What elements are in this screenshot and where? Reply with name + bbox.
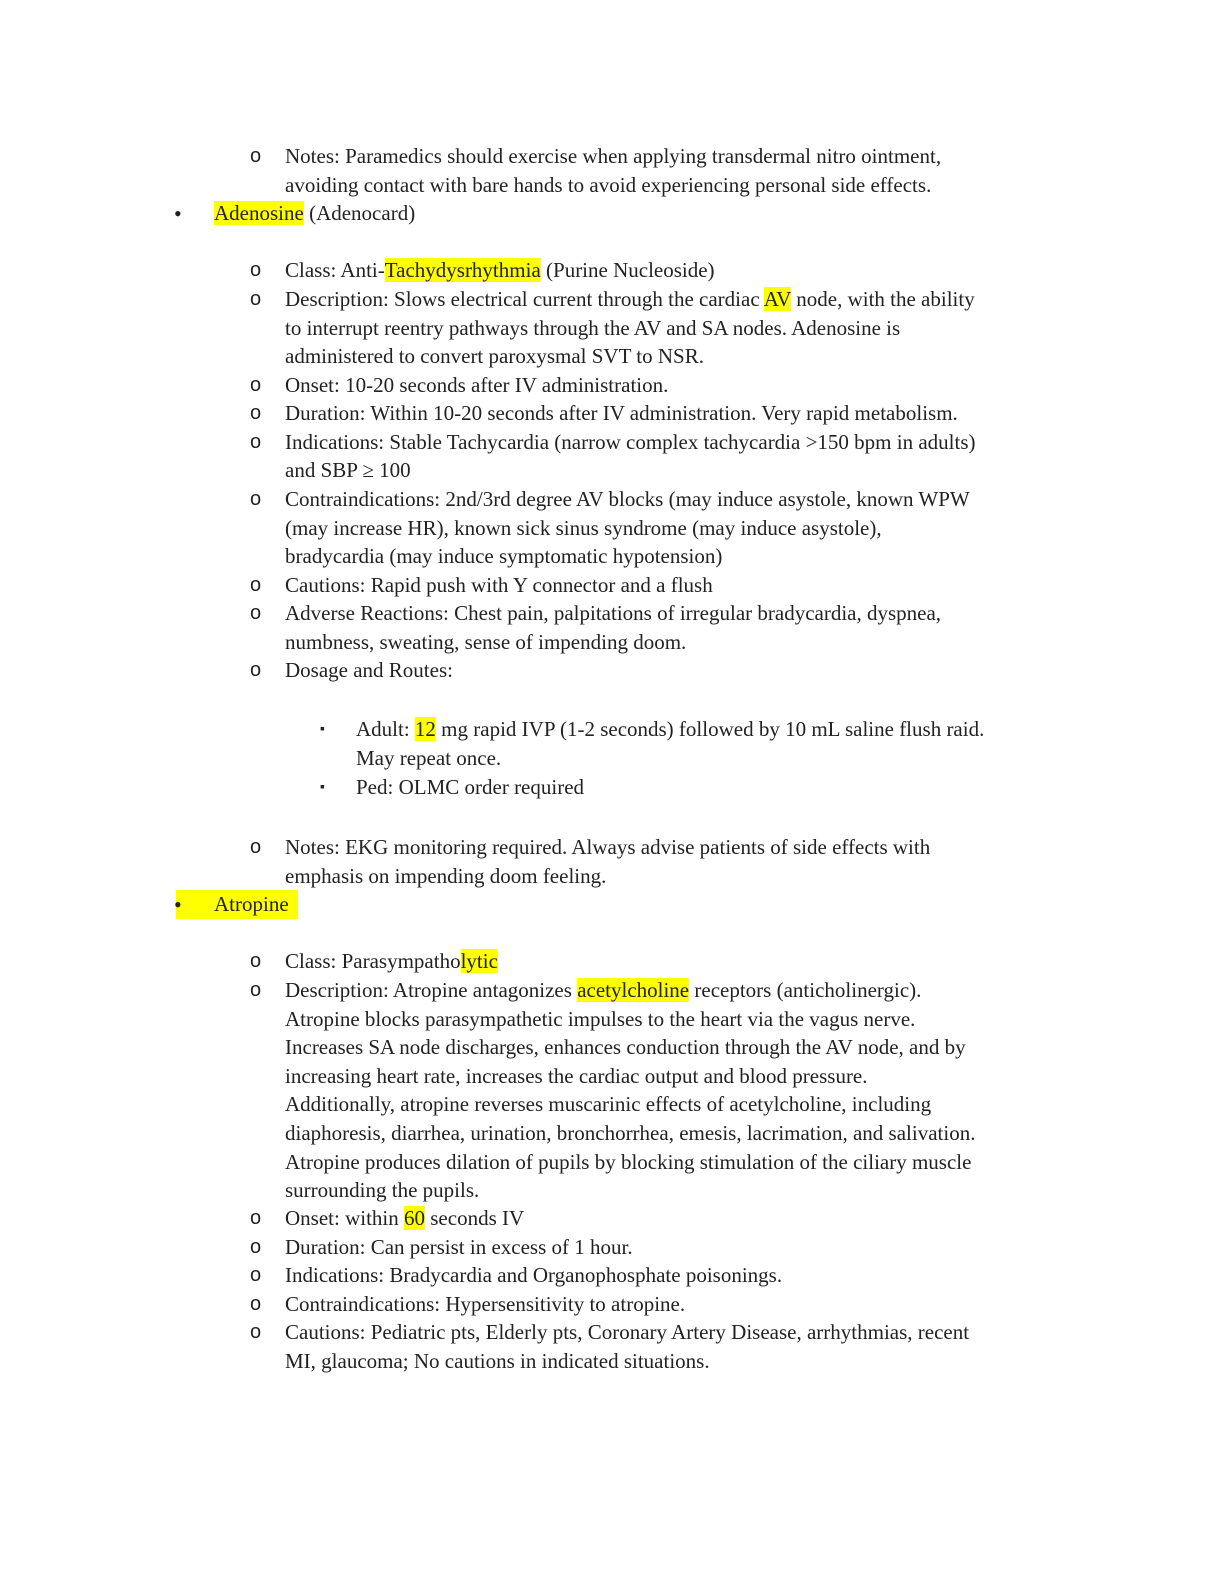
indications-text: and SBP ≥ 100 (285, 458, 411, 482)
sub-bullet: o (250, 574, 262, 596)
description-text: Additionally, atropine reverses muscarinic effects of acetylcholine, including (285, 1092, 932, 1116)
list-item (0, 1290, 1224, 1319)
list-item-continuation (0, 542, 1224, 571)
list-item (0, 599, 1224, 628)
drug-brand: (Adenocard) (303, 201, 416, 225)
list-item (0, 833, 1224, 862)
description-text: Atropine blocks parasympathetic impulses to the heart via the vagus nerve. (285, 1007, 916, 1031)
description-text: increasing heart rate, increases the cardiac output and blood pressure. (285, 1064, 868, 1088)
drug-heading-adenosine (0, 199, 1224, 228)
list-item (0, 256, 1224, 285)
list-item-continuation (0, 1347, 1224, 1376)
sub-bullet: o (250, 836, 262, 858)
dosage-label: Dosage and Routes: (285, 658, 453, 682)
list-item-continuation (0, 1033, 1224, 1062)
list-item (0, 656, 1224, 685)
sub-bullet: o (250, 979, 262, 1001)
list-item-continuation (0, 1119, 1224, 1148)
drug-name: Adenosine (214, 201, 304, 225)
sub-bullet: o (250, 1264, 262, 1286)
list-item-continuation (0, 1090, 1224, 1119)
description-text: Atropine produces dilation of pupils by blocking stimulation of the ciliary muscle (285, 1150, 972, 1174)
sub-bullet: o (250, 402, 262, 424)
contraindications-text: Contraindications: 2nd/3rd degree AV blocks (may induce asystole, known WPW (285, 487, 970, 511)
duration-text: Duration: Within 10-20 seconds after IV administration. Very rapid metabolism. (285, 401, 958, 425)
cautions-text: Cautions: Pediatric pts, Elderly pts, Coronary Artery Disease, arrhythmias, recent (285, 1320, 970, 1344)
list-item (0, 773, 1224, 802)
list-item (0, 428, 1224, 457)
description-text: Description: Slows electrical current through the cardiac (285, 287, 764, 311)
description-text: administered to convert paroxysmal SVT to NSR. (285, 344, 704, 368)
list-item (0, 947, 1224, 976)
list-item-continuation (0, 1062, 1224, 1091)
list-item-continuation (0, 744, 1224, 773)
list-item (0, 399, 1224, 428)
list-item-continuation (0, 456, 1224, 485)
description-text: node, with the ability (791, 287, 975, 311)
description-text: Description: Atropine antagonizes (285, 978, 578, 1002)
sub-bullet: o (250, 1293, 262, 1315)
indications-text: Indications: Stable Tachycardia (narrow complex tachycardia >150 bpm in adults) (285, 430, 976, 454)
notes-text: Notes: EKG monitoring required. Always advise patients of side effects with (285, 835, 931, 859)
drug-name: Atropine (214, 892, 289, 916)
drug-heading-atropine (0, 890, 1224, 919)
list-item (0, 976, 1224, 1005)
highlight: 60 (404, 1206, 425, 1230)
dose-text: May repeat once. (356, 746, 502, 770)
sub-bullet: o (250, 1207, 262, 1229)
nitro-notes-line: avoiding contact with bare hands to avoid experiencing personal side effects. (285, 173, 932, 197)
duration-text: Duration: Can persist in excess of 1 hour. (285, 1235, 633, 1259)
cautions-text: Cautions: Rapid push with Y connector and a flush (285, 573, 713, 597)
sub-bullet: o (250, 488, 262, 510)
highlight: AV (763, 287, 791, 311)
class-label: Class: Parasympatho (285, 949, 461, 973)
list-item-continuation (0, 342, 1224, 371)
list-item (0, 1318, 1224, 1347)
sub-bullet: o (250, 1236, 262, 1258)
main-bullet: • (174, 201, 182, 226)
list-item (0, 571, 1224, 600)
highlight: lytic (460, 949, 498, 973)
onset-text: Onset: 10-20 seconds after IV administration. (285, 373, 669, 397)
description-text: receptors (anticholinergic). (689, 978, 922, 1002)
highlight: acetylcholine (577, 978, 690, 1002)
list-item-continuation (0, 628, 1224, 657)
description-text: to interrupt reentry pathways through the AV and SA nodes. Adenosine is (285, 316, 901, 340)
sub-bullet: o (250, 259, 262, 281)
list-item-continuation (0, 314, 1224, 343)
onset-text: seconds IV (425, 1206, 525, 1230)
sub-bullet: o (250, 659, 262, 681)
sub-bullet: o (250, 431, 262, 453)
indications-text: Indications: Bradycardia and Organophosphate poisonings. (285, 1263, 783, 1287)
main-bullet: • (174, 892, 182, 917)
square-bullet: ▪ (320, 780, 325, 795)
list-item-continuation (0, 1148, 1224, 1177)
list-item (0, 1261, 1224, 1290)
list-item (0, 285, 1224, 314)
sub-bullet: o (250, 602, 262, 624)
list-item (0, 1233, 1224, 1262)
square-bullet: ▪ (320, 722, 325, 737)
sub-bullet: o (250, 950, 262, 972)
contraindications-text: Contraindications: Hypersensitivity to atropine. (285, 1292, 686, 1316)
description-text: Increases SA node discharges, enhances conduction through the AV node, and by (285, 1035, 966, 1059)
sub-bullet: o (250, 288, 262, 310)
list-item (0, 485, 1224, 514)
list-item-continuation (0, 862, 1224, 891)
adverse-text: numbness, sweating, sense of impending doom. (285, 630, 687, 654)
class-text: (Purine Nucleoside) (540, 258, 715, 282)
list-item (0, 1204, 1224, 1233)
list-item (0, 371, 1224, 400)
dose-text: mg rapid IVP (1-2 seconds) followed by 10 mL saline flush raid. (435, 717, 985, 741)
list-item-continuation (0, 514, 1224, 543)
notes-text: emphasis on impending doom feeling. (285, 864, 607, 888)
sub-bullet: o (250, 1321, 262, 1343)
list-item (0, 715, 1224, 744)
onset-text: Onset: within (285, 1206, 404, 1230)
highlight: Tachydysrhythmia (384, 258, 541, 282)
class-label: Class: Anti- (285, 258, 385, 282)
highlight: 12 (414, 717, 436, 741)
adverse-text: Adverse Reactions: Chest pain, palpitations of irregular bradycardia, dyspnea, (285, 601, 942, 625)
description-text: surrounding the pupils. (285, 1178, 480, 1202)
list-item-continuation (0, 1176, 1224, 1205)
nitro-notes-line: Notes: Paramedics should exercise when applying transdermal nitro ointment, (285, 144, 942, 168)
dose-text: Ped: OLMC order required (356, 775, 585, 799)
list-item-continuation (0, 1005, 1224, 1034)
description-text: diaphoresis, diarrhea, urination, bronchorrhea, emesis, lacrimation, and salivation. (285, 1121, 976, 1145)
contraindications-text: bradycardia (may induce symptomatic hypotension) (285, 544, 723, 568)
sub-bullet: o (250, 374, 262, 396)
list-item-continuation (0, 171, 1224, 200)
dose-text: Adult: (356, 717, 415, 741)
list-item (0, 142, 1224, 171)
cautions-text: MI, glaucoma; No cautions in indicated situations. (285, 1349, 710, 1373)
contraindications-text: (may increase HR), known sick sinus syndrome (may induce asystole), (285, 516, 882, 540)
sub-bullet: o (250, 145, 262, 167)
